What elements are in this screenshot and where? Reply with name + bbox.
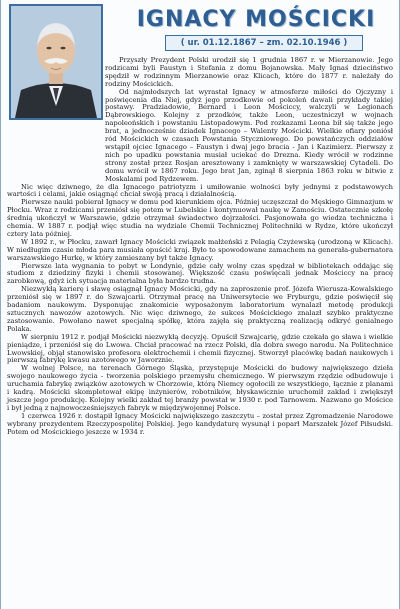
- paragraph: 1 czerwca 1926 r. dostąpił Ignacy Mościcki największego zaszczytu – został przez Zgromadzenie Narodowe wybrany prezydentem Rzeczypospolitej Polskiej. Jego kandydaturę wysunął i poparł Marszałek Józef Piłsudski. Potem od Mościckiego jeszcze w 1934 r.: [7, 411, 393, 436]
- paragraph: Pierwsze nauki pobierał Ignacy w domu pod kierunkiem ojca. Później uczęszczał do Męskiego Gimnazjum w Płocku. Wraz z rodzicami przeniósł się potem w Lubelskie i kontynuował naukę w Zamościu. Ostatecznie szkołę średnią ukończył w Warszawie, gdzie otrzymał świadectwo dojrzałości. Pasjonowała go wiedza techniczna i chemia. W 1887 r. podjął więc studia na wydziale Chemii Technicznej Politechniki w Rydze, które ukończył cztery lata później.: [7, 198, 393, 238]
- page-title: IGNACY MOŚCICKI: [136, 7, 376, 32]
- paragraph: Nic więc dziwnego, że dla Ignacego patriotyzm i umiłowanie wolności były jednymi z podstawowych wartości i celami, jakie osiągnąć chciał swoją pracą i działalnością.: [7, 182, 393, 199]
- paragraph: W 1892 r., w Płocku, zawarł Ignacy Mościcki związek małżeński z Pelagią Czyżewską (urodzoną w Klicach). W niedługim czasie młoda para musiała opuścić kraj. Było to spowodowane zamachem na generała-gubernatora warszawskiego Hurkę, w który zamieszany był także Ignacy.: [7, 237, 393, 262]
- paragraph: Przyszły Prezydent Polski urodził się 1 grudnia 1867 r. w Mierzanowie. Jego rodzicami byli Faustyn i Stefania z domu Bojanowska. Mały Ignaś dzieciństwo spędził w rodzinnym Mierzanowie oraz Klicach, które do 1877 r. należały do rodziny Mościckich.: [105, 56, 393, 88]
- paragraph: Od najmłodszych lat wyrastał Ignacy w atmosferze miłości do Ojczyzny i poświęcenia dla Niej, gdyż jego przodkowie od pokoleń dawali przykłady takiej postawy. Pradziadowie, Bernard i Leon Mościccy, walczyli w Legionach Dąbrowskiego. Kolejny z przodków, także Leon, uczestniczył w wojnach napoleońskich i powstaniu Listopadowym. Pod rozkazami Leona bił się także jego brat, a jednocześnie dziadek Ignacego – Walenty Mościcki. Wielkie ofiary poniósł ród Mościckich w czasach Powstania Styczniowego. Do powstańczych oddziałów wstąpił ojciec Ignacego – Faustyn i dwaj jego bracia - Jan i Kazimierz. Pierwszy z nich po upadku powstania musiał uciekać do Drezna. Kiedy wrócił w rodzinne strony został przez Rosjan aresztowany i zamknięty w warszawskiej Cytadeli. Do domu wrócił w 1867 roku. Jego brat Jan, zginął 8 sierpnia 1863 roku w bitwie z Moskalami pod Rydzewem.: [105, 87, 393, 183]
- life-dates-badge: ( ur. 01.12.1867 – zm. 02.10.1946 ): [165, 35, 363, 51]
- paragraph: Niezwykłą karierę i sławę osiągnął Ignacy Mościcki, gdy na zaproszenie prof. Józefa Wierusza-Kowalskiego przeniósł się w 1897 r. do Szwajcarii. Otrzymał pracę na Uniwersytecie we Fryburgu, gdzie poświęcił się badaniom naukowym. Dysponując znakomicie wyposażonym laboratorium wynalazł metodę produkcji sztucznych nawozów azotowych. Nic więc dziwnego, że sukces Mościckiego znalazł szybko praktyczne zastosowanie. Powołano nawet specjalną spółkę, która zajęła się praktyczną realizacją odkryć genialnego Polaka.: [7, 285, 393, 333]
- paragraph: W wolnej Polsce, na terenach Górnego Śląska, przystępuje Mościcki do budowy największego dzieła swojego naukowego życia - tworzenia polskiego przemysłu chemicznego. W pierwszym rzędzie odbudowuje i uruchamia fabrykę związków azotowych w Chorzowie, którą Niemcy ogołocili ze wszystkiego, łącznie z planami i kadrą. Mościcki skompletował ekipę inżynierów, robotników, błyskawicznie uruchomił zakład i zwiększył jeszcze jego produkcję. Kolejny wielki zakład tej branży powstał w 1930 r. pod Tarnowem. Nazwano go Mościce i był jedną z najnowocześniejszych fabryk w międzywojennej Polsce.: [7, 364, 393, 412]
- biography-text: [7, 57, 393, 437]
- paragraph: W sierpniu 1912 r. podjął Mościcki niezwykłą decyzję. Opuścił Szwajcarię, gdzie czekała go sława i wielkie pieniądze, i przeniósł się do Lwowa. Chciał pracować na rzecz Polski, dla dobra swego narodu. Na Politechnice Lwowskiej, objął stanowisko profesora elektrochemii i chemii fizycznej. Stworzył placówkę badań naukowych i pierwszą fabrykę kwasu azotowego w Jaworznie.: [7, 332, 393, 365]
- paragraph: Pierwsze lata wygnania to pobyt w Londynie, gdzie cały wolny czas spędzał w bibliotekach oddając się studiom z dziedziny fizyki i chemii stosowanej. Większość czasu poświęcali jednak Mościccy na pracę zarobkową, gdyż ich sytuacja materialna była bardzo trudna.: [7, 261, 393, 286]
